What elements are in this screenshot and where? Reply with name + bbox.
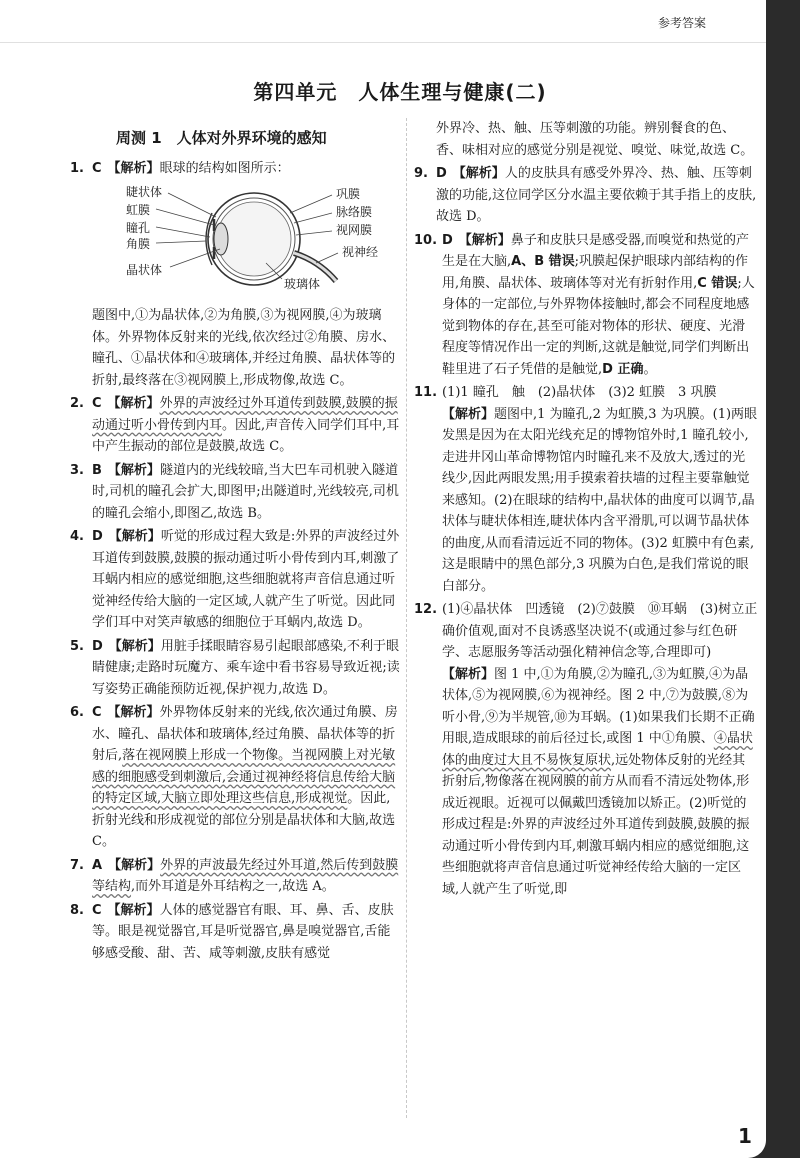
question-number: 9.: [414, 166, 428, 181]
answer-letter: A: [92, 857, 103, 873]
q10-part4: 。: [643, 361, 657, 377]
label-vitreous: 玻璃体: [284, 277, 321, 291]
answer-letter: C: [92, 705, 102, 720]
label-lens: 晶状体: [126, 263, 163, 277]
q1-body: 题图中,①为晶状体,②为角膜,③为视网膜,④为玻璃体。外界物体反射来的光线,依次经过②角膜、房水、瞳孔、①晶状体和④玻璃体,并经过角膜、晶状体等的折射,最终落在③视网膜上,形成物像,故选 C。: [92, 308, 396, 388]
answer-letter: B: [92, 462, 102, 478]
label-pupil: 瞳孔: [126, 221, 151, 235]
answer-letter: D: [436, 166, 447, 181]
question-9: [414, 163, 758, 228]
q11-text: 题图中,1 为瞳孔,2 为虹膜,3 为巩膜。(1)两眼发黑是因为在太阳光线充足的博物馆外时,1 瞳孔较小,走进井冈山革命博物馆内时瞳孔来不及放大,透过的光线少,因此两眼发黑;用手摸索着扶墙的过程主要靠触觉来感知。(2)在眼球的结构中,晶状体的曲度可以调节,晶状体与睫状体相连,睫状体内含平滑肌,可以调节晶状体的曲度,从而看清远近不同的物体。(3)2 虹膜中有色素,这是眼睛中的黑色部分,3 巩膜为白色,是我们常说的眼白部分。: [442, 406, 758, 594]
q3-text: 隧道内的光线较暗,当大巴车司机驶入隧道时,司机的瞳孔会扩大,即图甲;出隧道时,光线较亮,司机的瞳孔会缩小,即图乙,故选 B。: [92, 462, 399, 521]
question-number: 7.: [70, 857, 84, 873]
q10-bold-1: A、B 错误: [511, 254, 575, 269]
underlined-text: ④晶状体的曲度过大且不易恢复原状: [442, 731, 753, 768]
question-12: [414, 599, 758, 900]
answer-letter: C: [92, 902, 102, 918]
question-number: 1.: [70, 160, 84, 176]
answer-letter: C: [92, 160, 102, 176]
q8-text: 人体的感觉器官有眼、耳、鼻、舌、皮肤等。眼是视觉器官,耳是听觉器官,鼻是嗅觉器官,舌能够感受酸、甜、苦、咸等刺激,皮肤有感觉: [92, 902, 394, 961]
q10-part1: 鼻子和皮肤只是感受器,而嗅觉和热觉的产生是在大脑,: [442, 232, 749, 269]
q4-text: 听觉的形成过程大致是:外界的声波经过外耳道传到鼓膜,鼓膜的振动通过听小骨传到内耳,刺激了耳蜗内相应的感觉细胞,这些细胞就将声音信息通过听觉神经传给大脑的一定区域,人就产生了听觉。因此同学们耳中对笑声敏感的细胞位于耳蜗内,故选 D。: [92, 529, 400, 630]
q10-part3: ;人身体的一定部位,与外界物体接触时,都会不同程度地感觉到物体的存在,甚至可能对物体的形状、硬度、光滑程度等情况作出一定的判断,这就是触觉,同学们判断出鞋里进了石子凭借的是触觉,: [442, 275, 755, 377]
analysis-tag: 【解析】: [442, 666, 495, 682]
q7-rest: ,而外耳道是外耳结构之一,故选 A。: [131, 879, 335, 894]
analysis-tag: 【解析】: [108, 529, 161, 544]
q9-text: 人的皮肤具有感受外界冷、热、触、压等刺激的功能,这位同学区分水温主要依赖于其手指上的皮肤,故选 D。: [436, 166, 757, 224]
q12-part1: 图 1 中,①为角膜,②为瞳孔,③为虹膜,④为晶状体,⑤为视网膜,⑥为视神经。图 2 中,⑦为鼓膜,⑧为听小骨,⑨为半规管,⑩为耳蜗。(1)如果我们长期不正确用眼,造成眼球的前后径过长,或图 1 中①角膜、: [442, 666, 755, 746]
q2-rest: 。因此,声音传入同学们耳中,耳中产生振动的部位是鼓膜,故选 C。: [92, 417, 400, 454]
label-retina: 视网膜: [336, 223, 373, 237]
label-optic-nerve: 视神经: [342, 245, 379, 259]
question-5: [70, 636, 400, 701]
question-number: 4.: [70, 529, 84, 544]
question-number: 3.: [70, 462, 84, 478]
analysis-tag: 【解析】: [107, 705, 160, 720]
column-divider: [406, 118, 407, 1118]
q8-continued-text: 外界冷、热、触、压等刺激的功能。辨别餐食的色、香、味相对应的感觉分别是视觉、嗅觉、味觉,故选 C。: [436, 121, 754, 158]
page-number: 1: [738, 1124, 752, 1148]
q10-part2: ;巩膜起保护眼球内部结构的作用,角膜、晶状体、玻璃体等对光有折射作用,: [442, 254, 749, 291]
analysis-tag: 【解析】: [452, 166, 505, 181]
q6-part2: 。因此,折射光线和形成视觉的部位分别是晶状体和大脑,故选 C。: [92, 791, 396, 849]
question-7: [70, 855, 400, 898]
analysis-tag: 【解析】: [442, 406, 495, 422]
question-number: 10.: [414, 232, 438, 248]
question-number: 2.: [70, 396, 84, 411]
answer-letter: C: [92, 396, 102, 411]
answer-letter: D: [92, 529, 103, 544]
question-number: 12.: [414, 602, 438, 617]
q1-intro: 眼球的结构如图所示：: [159, 160, 290, 176]
underlined-text: 外界的声波经过外耳道传到鼓膜,鼓膜的振动通过听小骨传到内耳: [92, 396, 398, 433]
label-ciliary-body: 睫状体: [126, 185, 163, 199]
left-column: [70, 118, 400, 966]
q12-answers: (1)④晶状体 凹透镜 (2)⑦鼓膜 ⑩耳蜗 (3)树立正确价值观,面对不良诱惑坚决说不(或通过参与红色研学、志愿服务等活动强化精神信念等,合理即可): [442, 602, 758, 660]
header-rule: [0, 42, 766, 43]
q10-bold-3: D 正确: [602, 361, 644, 377]
section-title: 周测 1 人体对外界环境的感知: [116, 129, 327, 147]
unit-title: 第四单元 人体生理与健康(二): [253, 80, 547, 104]
answer-letter: D: [92, 638, 103, 654]
question-11: [414, 382, 758, 597]
underlined-text: 外界的声波最先经过外耳道,然后传到鼓膜等结构: [92, 857, 399, 894]
analysis-tag: 【解析】: [108, 857, 161, 873]
question-3: [70, 460, 400, 525]
question-2: [70, 393, 400, 458]
question-8-continued: [414, 118, 758, 161]
analysis-tag: 【解析】: [107, 396, 160, 411]
q5-text: 用脏手揉眼睛容易引起眼部感染,不利于眼睛健康;走路时玩魔方、乘车途中看书容易导致近视;读写姿势正确能预防近视,保护视力,故选 D。: [92, 638, 400, 697]
analysis-tag: 【解析】: [107, 462, 160, 478]
analysis-tag: 【解析】: [107, 160, 160, 176]
right-column: [414, 118, 758, 902]
q12-part2: ,远处物体反射的光经其折射后,物像落在视网膜的前方从而看不清远处物体,形成近视眼。近视可以佩戴凹透镜加以矫正。(2)听觉的形成过程是:外界的声波经过外耳道传到鼓膜,鼓膜的振动通过听小骨传到内耳,刺激耳蜗内相应的感觉细胞,这些细胞就将声音信息通过听觉神经传给大脑的一定区域,人就产生了听觉,即: [442, 752, 750, 897]
label-sclera: 巩膜: [336, 187, 361, 201]
analysis-tag: 【解析】: [108, 638, 161, 654]
eye-diagram: [104, 183, 394, 299]
analysis-tag: 【解析】: [458, 232, 511, 248]
question-number: 8.: [70, 902, 84, 918]
analysis-tag: 【解析】: [107, 902, 160, 918]
q11-answers: (1)1 瞳孔 触 (2)晶状体 (3)2 虹膜 3 巩膜: [442, 385, 717, 400]
label-choroid: 脉络膜: [336, 205, 373, 219]
label-iris: 虹膜: [126, 203, 151, 217]
question-4: [70, 526, 400, 634]
question-number: 6.: [70, 705, 84, 720]
question-10: [414, 230, 758, 381]
question-6: [70, 702, 400, 853]
answer-letter: D: [442, 232, 453, 248]
question-8: [70, 900, 400, 965]
q10-bold-2: C 错误: [697, 275, 738, 291]
underlined-text: 落在视网膜上形成一个物像。当视网膜上对光敏感的细胞感受到刺激后,会通过视神经将信息传给大脑的特定区域,大脑立即处理这些信息,形成视觉: [92, 748, 396, 806]
q6-part1: 外界物体反射来的光线,依次通过角膜、房水、瞳孔、晶状体和玻璃体,经过角膜、晶状体等的折射后,: [92, 705, 398, 763]
label-cornea: 角膜: [126, 237, 151, 251]
header-tag: 参考答案: [658, 16, 707, 30]
question-number: 11.: [414, 385, 438, 400]
question-number: 5.: [70, 638, 84, 654]
question-1: [70, 158, 400, 392]
